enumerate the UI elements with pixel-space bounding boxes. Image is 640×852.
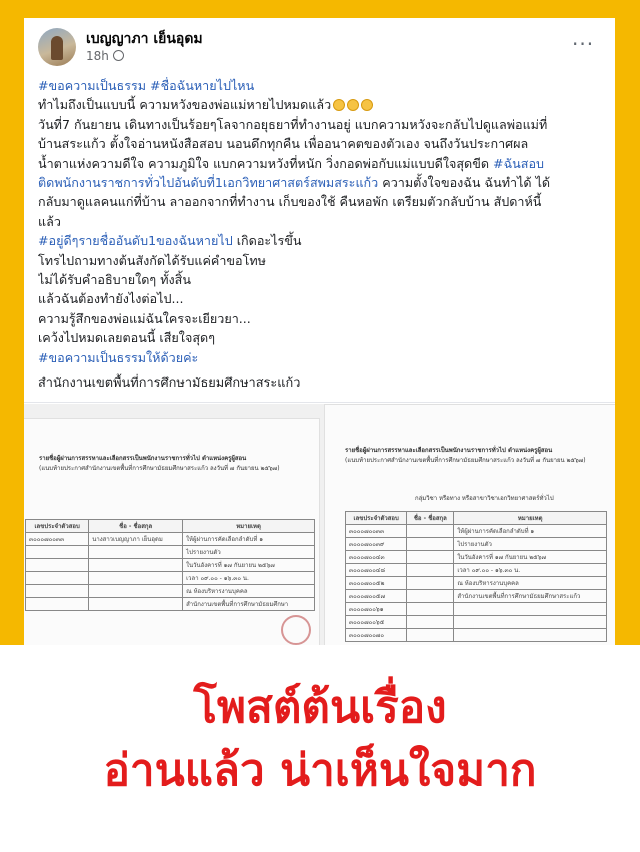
- doc-table-cell: ไปรายงานตัว: [183, 546, 315, 559]
- doc-left-table: [25, 519, 315, 611]
- post-line: [38, 76, 604, 95]
- document-left[interactable]: [24, 418, 320, 645]
- doc-table-cell: ๓๐๐๐๗๐๐๕๒: [346, 577, 407, 590]
- more-options-icon[interactable]: ···: [572, 32, 595, 56]
- doc-table-cell: [407, 603, 454, 616]
- doc-table-cell: [26, 546, 89, 559]
- document-right[interactable]: [324, 404, 615, 645]
- post-text: กลับมาดูแลคนแก่ที่บ้าน ลาออกจากที่ทำงาน เก็บของใช้ คืนหอพัก เตรียมตัวกลับบ้าน สัปดาห์นี้: [38, 194, 542, 210]
- doc-table-cell: ให้ผู้ผ่านการคัดเลือกลำดับที่ ๑: [183, 533, 315, 546]
- doc-table-header: เลขประจำตัวสอบ: [26, 520, 89, 533]
- doc-table-cell: [89, 546, 183, 559]
- doc-table-cell: [89, 559, 183, 572]
- post-line: [38, 115, 604, 134]
- doc-right-title: รายชื่อผู้ผ่านการสรรหาและเลือกสรรเป็นพนักงานราชการทั่วไป ตำแหน่งครูผู้สอน: [345, 447, 553, 454]
- doc-table-cell: ให้ผู้ผ่านการคัดเลือกลำดับที่ ๑: [454, 525, 607, 538]
- doc-table-header: ชื่อ - ชื่อสกุล: [89, 520, 183, 533]
- doc-table-cell: ๓๐๐๐๗๐๐๔๘: [346, 564, 407, 577]
- crying-emoji-icon: [361, 99, 373, 111]
- doc-table-row: [26, 598, 315, 611]
- post-time[interactable]: 18h: [86, 49, 109, 63]
- attached-documents[interactable]: [24, 404, 615, 645]
- doc-table-cell: [26, 559, 89, 572]
- doc-table-row: [346, 577, 607, 590]
- globe-icon: [113, 50, 124, 61]
- doc-table-row: [346, 616, 607, 629]
- doc-table-header: หมายเหตุ: [454, 512, 607, 525]
- doc-table-cell: [89, 585, 183, 598]
- post-line: [38, 134, 604, 153]
- doc-table-cell: ๓๐๐๐๗๐๐๓๓: [26, 533, 89, 546]
- doc-table-cell: ณ ห้องบริหารงานบุคคล: [454, 577, 607, 590]
- post-text: ความตั้งใจของฉัน ฉันทำได้ ได้: [378, 175, 551, 191]
- headline-line-1: โพสต์ต้นเรื่อง: [193, 682, 447, 733]
- doc-table-header: หมายเหตุ: [183, 520, 315, 533]
- hashtag-link[interactable]: #ขอความเป็นธรรมให้ด้วยค่ะ: [38, 349, 199, 365]
- doc-table-row: [346, 603, 607, 616]
- doc-table-cell: [407, 551, 454, 564]
- doc-table-cell: สำนักงานเขตพื้นที่การศึกษามัธยมศึกษาสระแก้ว: [454, 590, 607, 603]
- doc-table-cell: สำนักงานเขตพื้นที่การศึกษามัธยมศึกษา: [183, 598, 315, 611]
- post-line: [38, 348, 604, 367]
- doc-left-subtitle: (แนบท้ายประกาศสำนักงานเขตพื้นที่การศึกษามัธยมศึกษาสระแก้ว ลงวันที่ ๗ กันยายน ๒๕๖๗): [39, 465, 280, 472]
- doc-table-cell: [407, 525, 454, 538]
- doc-table-cell: [454, 629, 607, 642]
- post-meta: [86, 49, 124, 63]
- doc-table-row: [26, 585, 315, 598]
- facebook-post-card: [24, 18, 615, 645]
- doc-table-row: [346, 590, 607, 603]
- doc-table-cell: ณ ห้องบริหารงานบุคคล: [183, 585, 315, 598]
- post-line: [38, 154, 604, 173]
- divider: [24, 402, 615, 403]
- post-line: [38, 95, 604, 114]
- doc-table-cell: เวลา ๐๙.๐๐ - ๑๖.๓๐ น.: [454, 564, 607, 577]
- doc-right-subtitle: (แนบท้ายประกาศสำนักงานเขตพื้นที่การศึกษามัธยมศึกษาสระแก้ว ลงวันที่ ๗ กันยายน ๒๕๖๗): [345, 457, 586, 464]
- post-text: ความรู้สึกของพ่อแม่ฉันใครจะเยียวยา...: [38, 310, 251, 326]
- doc-table-cell: ๓๐๐๐๗๐๐๓๓: [346, 525, 407, 538]
- doc-right-table: [345, 511, 607, 642]
- crying-emoji-icon: [347, 99, 359, 111]
- post-line: [38, 309, 604, 328]
- post-text: ทำไมถึงเป็นแบบนี้ ความหวังของพ่อแม่หายไปหมดแล้ว: [38, 97, 332, 113]
- author-avatar[interactable]: [38, 28, 76, 66]
- headline-line-2: อ่านแล้ว น่าเห็นใจมาก: [103, 745, 537, 796]
- doc-table-cell: [407, 616, 454, 629]
- doc-table-cell: [407, 590, 454, 603]
- post-text: น้ำตาแห่งความดีใจ ความภูมิใจ แบกความหวังที่หนัก วิ่งกอดพ่อกับแม่แบบดีใจสุดขีด: [38, 155, 490, 171]
- post-text: แล้วฉันต้องทำยังไงต่อไป...: [38, 291, 184, 307]
- doc-table-cell: ๓๐๐๐๗๐๐๖๕: [346, 616, 407, 629]
- doc-table-header: ชื่อ - ชื่อสกุล: [407, 512, 454, 525]
- doc-left-title: รายชื่อผู้ผ่านการสรรหาและเลือกสรรเป็นพนักงานราชการทั่วไป ตำแหน่งครูผู้สอน: [39, 455, 247, 462]
- doc-table-cell: [407, 538, 454, 551]
- post-line: [38, 251, 604, 270]
- doc-table-cell: ๓๐๐๐๗๐๐๓๙: [346, 538, 407, 551]
- hashtag-link[interactable]: #ฉันสอบ: [489, 155, 545, 171]
- doc-right-group: กลุ่มวิชา หรือทาง หรือสาขาวิชาเอกวิทยาศาสตร์ทั่วไป: [415, 495, 554, 502]
- doc-table-cell: [26, 572, 89, 585]
- doc-table-cell: ๓๐๐๐๗๐๐๕๗: [346, 590, 407, 603]
- doc-table-row: [26, 533, 315, 546]
- official-stamp: [281, 615, 311, 645]
- doc-table-cell: [26, 585, 89, 598]
- doc-table-cell: ในวันอังคารที่ ๑๗ กันยายน ๒๕๖๗: [183, 559, 315, 572]
- hashtag-link[interactable]: ติดพนักงานราชการทั่วไปอันดับที่1เอกวิทยาศาสตร์สพมสระแก้ว: [38, 175, 379, 191]
- post-line: [38, 270, 604, 289]
- post-text: ไม่ได้รับคำอธิบายใดๆ ทั้งสิ้น: [38, 272, 191, 288]
- hashtag-link[interactable]: #ขอความเป็นธรรม #ชื่อฉันหายไปไหน: [38, 78, 255, 93]
- doc-table-cell: ๓๐๐๐๗๐๐๔๓: [346, 551, 407, 564]
- post-line: [38, 192, 604, 211]
- doc-table-cell: ๓๐๐๐๗๐๐๗๐: [346, 629, 407, 642]
- doc-table-row: [346, 629, 607, 642]
- doc-table-row: [346, 564, 607, 577]
- doc-table-row: [26, 546, 315, 559]
- doc-table-cell: เวลา ๐๙.๐๐ - ๑๖.๓๐ น.: [183, 572, 315, 585]
- doc-table-row: [26, 572, 315, 585]
- doc-table-cell: [407, 577, 454, 590]
- post-line: [38, 328, 604, 347]
- post-line: [38, 212, 604, 231]
- doc-table-row: [346, 538, 607, 551]
- doc-table-cell: [454, 616, 607, 629]
- post-text: โทรไปถามทางต้นสังกัดได้รับแค่คำขอโทษ: [38, 252, 266, 268]
- author-name[interactable]: เบญญาภา เย็นอุดม: [86, 31, 203, 47]
- post-line: [38, 289, 604, 308]
- doc-table-cell: นางสาวเบญญาภา เย็นอุดม: [89, 533, 183, 546]
- post-text: วันที่7 กันยายน เดินทางเป็นร้อยๆโลจากอยุธยาที่ทำงานอยู่ แบกความหวังจะกลับไปดูแลพ่อแม่ที่: [38, 116, 548, 132]
- post-text: บ้านสระแก้ว ตั้งใจอ่านหนังสือสอบ นอนดึกทุกคืน เพื่ออนาคตของตัวเอง จนถึงวันประกาศผล: [38, 136, 529, 152]
- doc-table-cell: ๓๐๐๐๗๐๐๖๑: [346, 603, 407, 616]
- doc-table-cell: [407, 629, 454, 642]
- doc-table-cell: [89, 598, 183, 611]
- post-text: เกิดอะไรขึ้น: [232, 233, 302, 249]
- post-line: [38, 173, 604, 192]
- post-line: [38, 231, 604, 250]
- post-body: [38, 76, 604, 367]
- doc-table-cell: [89, 572, 183, 585]
- doc-table-cell: [26, 598, 89, 611]
- post-office-line: สำนักงานเขตพื้นที่การศึกษามัธยมศึกษาสระแก้ว: [38, 376, 301, 391]
- crying-emoji-icon: [333, 99, 345, 111]
- doc-table-cell: ในวันอังคารที่ ๑๗ กันยายน ๒๕๖๗: [454, 551, 607, 564]
- hashtag-link[interactable]: #อยู่ดีๆรายชื่ออันดับ1ของฉันหายไป: [38, 233, 233, 249]
- post-text: แล้ว: [38, 213, 61, 229]
- doc-table-row: [346, 551, 607, 564]
- doc-table-header: เลขประจำตัวสอบ: [346, 512, 407, 525]
- doc-table-cell: [454, 603, 607, 616]
- doc-table-cell: [407, 564, 454, 577]
- doc-table-row: [26, 559, 315, 572]
- doc-table-cell: ไปรายงานตัว: [454, 538, 607, 551]
- doc-table-row: [346, 525, 607, 538]
- post-text: เคว้งไปหมดเลยตอนนี้ เสียใจสุดๆ: [38, 330, 215, 346]
